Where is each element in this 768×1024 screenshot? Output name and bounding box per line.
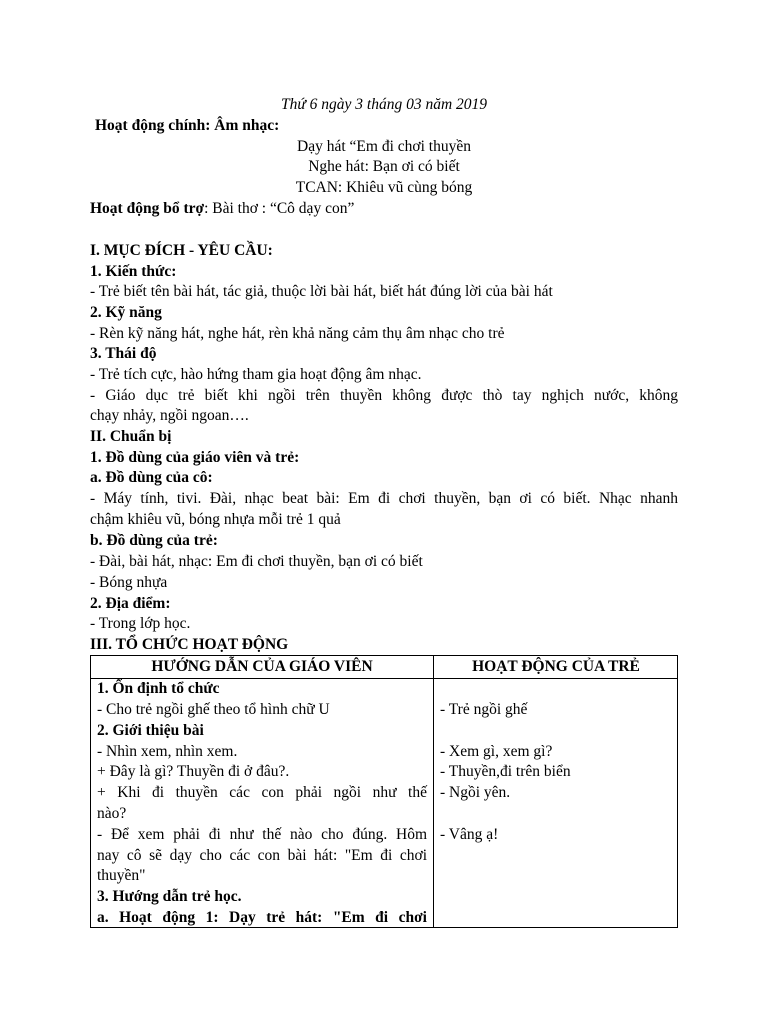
teacher-step-2-text-1: - Nhìn xem, nhìn xem. (97, 743, 238, 760)
knowledge-title: 1. Kiến thức: (90, 263, 177, 280)
location-title: 2. Địa điểm: (90, 595, 171, 612)
child-response-5: - Vâng ạ! (440, 826, 499, 843)
section1-title: I. MỤC ĐÍCH - YÊU CẦU: (90, 242, 273, 259)
materials-title: 1. Đồ dùng của giáo viên và trẻ: (90, 449, 300, 466)
teacher-step-2-text-4: nào? (97, 805, 127, 822)
support-activity-label: Hoạt động bổ trợ (90, 200, 205, 217)
attitude-text-2b: chạy nhảy, ngồi ngoan…. (90, 407, 249, 424)
teacher-step-2-text-3: + Khi đi thuyền các con phải ngồi như thế (97, 784, 427, 801)
table-header-children: HOẠT ĐỘNG CỦA TRẺ (472, 658, 640, 675)
skills-text: - Rèn kỹ năng hát, nghe hát, rèn khả năng cảm thụ âm nhạc cho trẻ (90, 325, 505, 342)
knowledge-text: - Trẻ biết tên bài hát, tác giả, thuộc lời bài hát, biết hát đúng lời của bài hát (90, 283, 553, 300)
child-response-2: - Xem gì, xem gì? (440, 743, 553, 760)
section3-title: III. TỔ CHỨC HOẠT ĐỘNG (90, 636, 289, 653)
teacher-step-2-text-6: nay cô sẽ dạy cho các con bài hát: "Em đi chơi (97, 847, 427, 864)
attitude-text-2a: - Giáo dục trẻ biết khi ngồi trên thuyền không được thò tay nghịch nước, không (90, 387, 678, 404)
child-materials-title: b. Đồ dùng của trẻ: (90, 532, 218, 549)
attitude-title: 3. Thái độ (90, 345, 157, 362)
activity-item-2: Nghe hát: Bạn ơi có biết (308, 158, 460, 175)
child-materials-text-2: - Bóng nhựa (90, 574, 168, 591)
skills-title: 2. Kỹ năng (90, 304, 162, 321)
main-activity-label: Hoạt động chính (95, 117, 206, 134)
child-materials-text-1: - Đài, bài hát, nhạc: Em đi chơi thuyền, bạn ơi có biết (90, 553, 423, 570)
activity-item-3: TCAN: Khiêu vũ cùng bóng (295, 179, 473, 196)
teacher-step-1-title: 1. Ổn định tổ chức (97, 680, 220, 697)
child-response-4: - Ngồi yên. (440, 784, 511, 801)
section2-title: II. Chuẩn bị (90, 428, 172, 445)
main-activity-line (95, 116, 683, 137)
location-text: - Trong lớp học. (90, 615, 191, 632)
document-date: Thứ 6 ngày 3 tháng 03 năm 2019 (280, 96, 488, 113)
teacher-step-2-text-7: thuyền" (97, 867, 146, 884)
attitude-text-1: - Trẻ tích cực, hào hứng tham gia hoạt động âm nhạc. (90, 366, 422, 383)
support-activity-line (90, 199, 678, 220)
table-column-divider (433, 656, 434, 927)
teacher-step-3-title: 3. Hướng dẫn trẻ học. (97, 888, 242, 905)
main-activity-value: : Âm nhạc: (205, 117, 280, 134)
child-response-3: - Thuyền,đi trên biển (440, 763, 571, 780)
teacher-step-2-text-5: - Để xem phải đi như thế nào cho đúng. Hôm (97, 826, 427, 843)
teacher-materials-text-1: - Máy tính, tivi. Đài, nhạc beat bài: Em đi chơi thuyền, bạn ơi có biết. Nhạc nhanh (90, 490, 678, 507)
activity-item-1: Dạy hát “Em đi chơi thuyền (297, 138, 471, 155)
support-activity-value: : Bài thơ : “Cô dạy con” (204, 200, 355, 217)
teacher-step-2-title: 2. Giới thiệu bài (97, 722, 204, 739)
teacher-step-2-text-2: + Đây là gì? Thuyền đi ở đâu?. (97, 763, 290, 780)
teacher-step-1-text: - Cho trẻ ngồi ghế theo tổ hình chữ U (97, 701, 330, 718)
table-header-teacher: HƯỚNG DẪN CỦA GIÁO VIÊN (151, 658, 373, 675)
teacher-activity-1-title: a. Hoạt động 1: Dạy trẻ hát: "Em đi chơi (97, 909, 427, 926)
teacher-materials-title: a. Đồ dùng của cô: (90, 469, 213, 486)
activity-table (90, 655, 678, 928)
child-response-1: - Trẻ ngồi ghế (440, 701, 528, 718)
teacher-materials-text-2: chậm khiêu vũ, bóng nhựa mỗi trẻ 1 quả (90, 511, 341, 528)
